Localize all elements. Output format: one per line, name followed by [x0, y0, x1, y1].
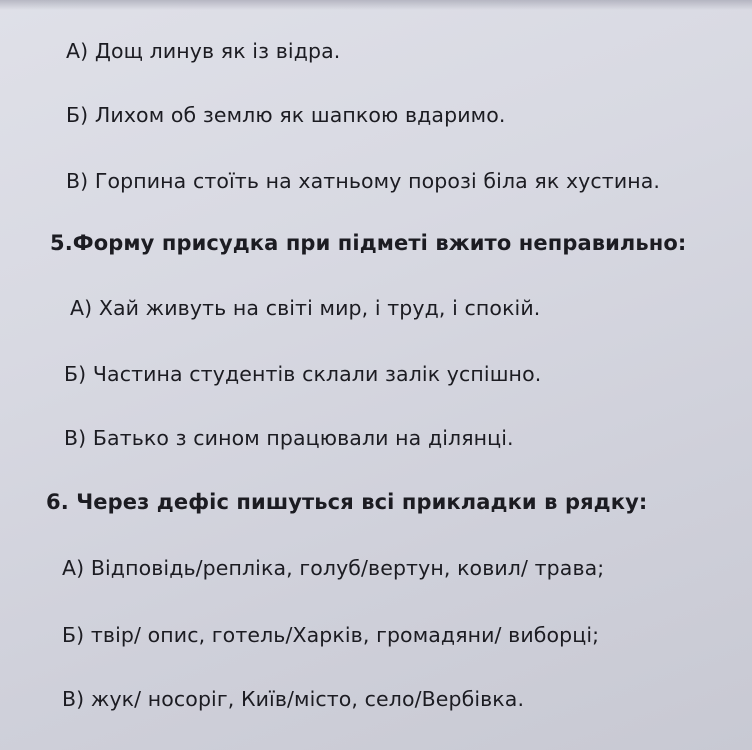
- q6-heading: 6. Через дефіс пишуться всі прикладки в рядку:: [46, 490, 648, 514]
- q5-option-c: В) Батько з сином працювали на ділянці.: [64, 426, 514, 450]
- q5-option-a: А) Хай живуть на світі мир, і труд, і спокій.: [70, 296, 541, 320]
- q5-heading: 5.Форму присудка при підметі вжито неправильно:: [50, 231, 687, 255]
- q6-option-c: В) жук/ носоріг, Київ/місто, село/Вербівка.: [62, 687, 525, 711]
- q4-option-a: А) Дощ линув як із відра.: [66, 39, 341, 63]
- q4-option-b: Б) Лихом об землю як шапкою вдаримо.: [66, 103, 506, 127]
- page-edge-shadow: [0, 0, 752, 10]
- q6-option-b: Б) твір/ опис, готель/Харків, громадяни/ виборці;: [62, 623, 600, 647]
- q5-option-b: Б) Частина студентів склали залік успішно.: [64, 362, 542, 386]
- q6-option-a: А) Відповідь/репліка, голуб/вертун, ковил/ трава;: [62, 556, 605, 580]
- q4-option-c: В) Горпина стоїть на хатньому порозі біла як хустина.: [66, 169, 661, 193]
